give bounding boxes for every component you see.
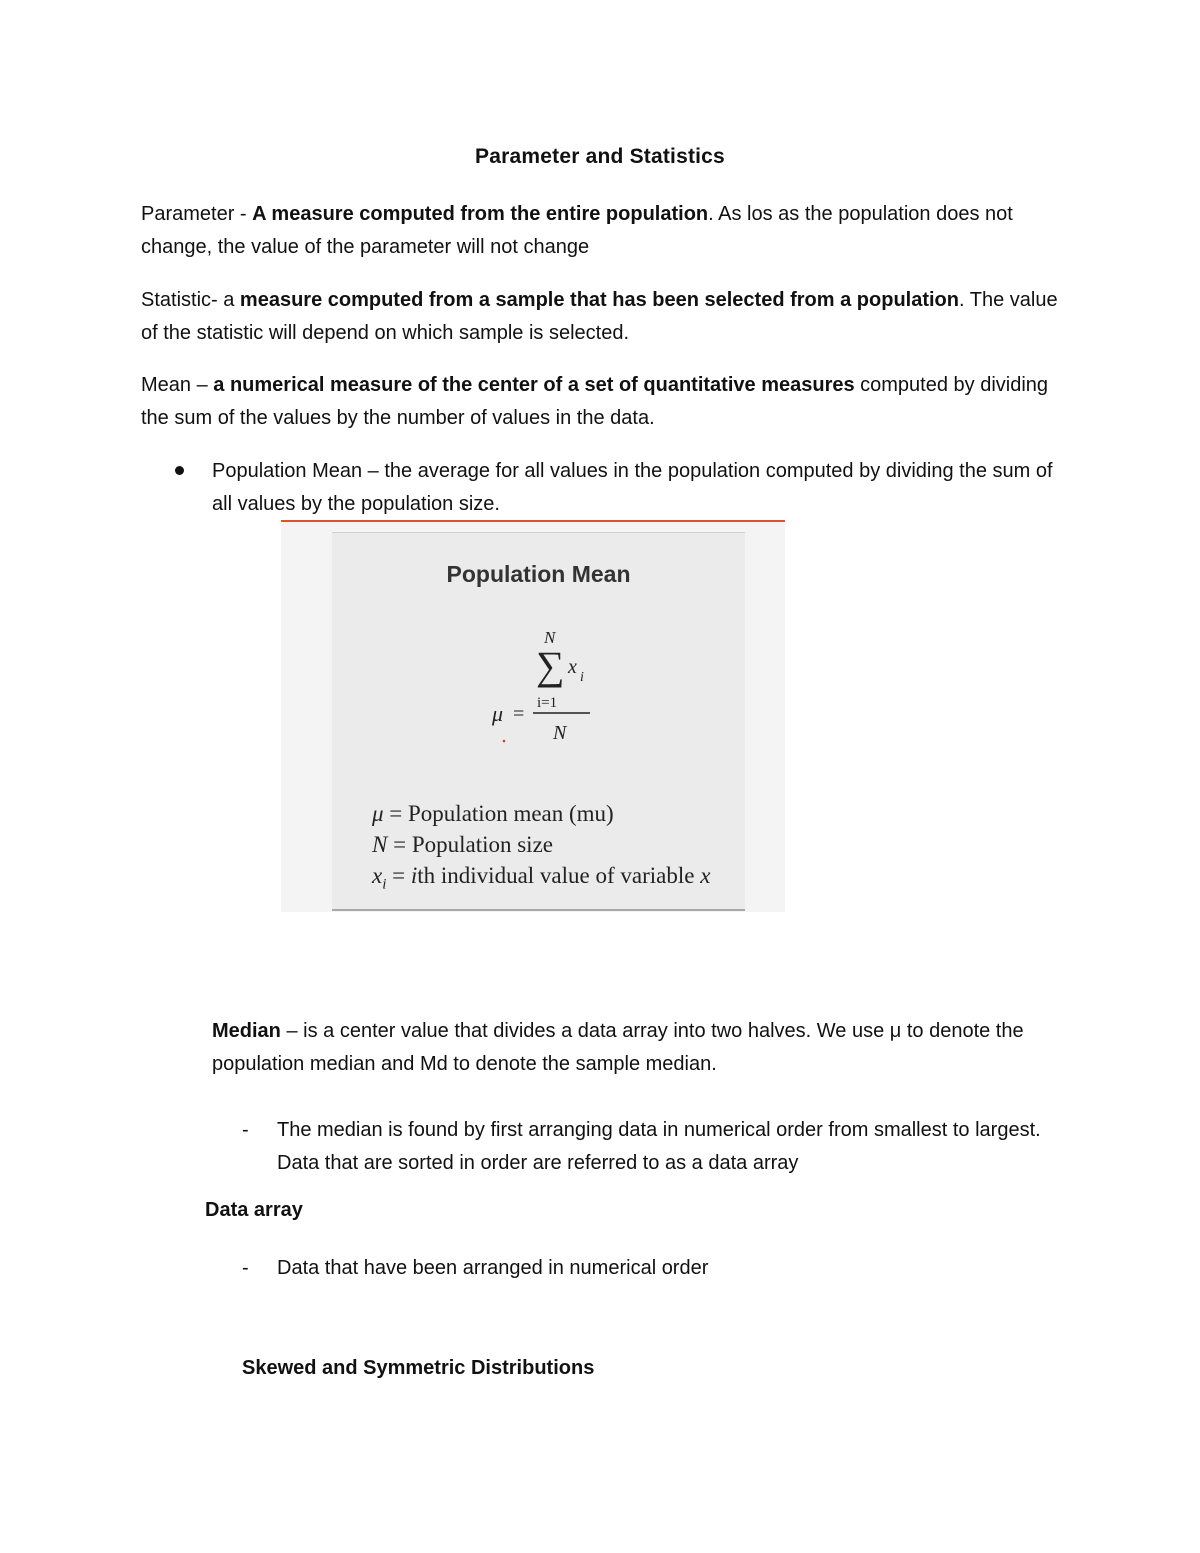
median-definition [212,1015,1092,1081]
bullet-icon [175,466,184,475]
legend-xi-eq: = [386,863,411,888]
statistic-bold-definition: measure computed from a sample that has been selected from a population [239,289,959,311]
data-array-dash: - [242,1257,249,1279]
legend-xi-sub: i [382,876,387,893]
figure-title: Population Mean [446,561,631,587]
skewed-symmetric-heading: Skewed and Symmetric Distributions [242,1357,595,1379]
data-array-heading: Data array [205,1199,303,1221]
mean-bold-definition: a numerical measure of the center of a set of quantitative measures [213,374,855,396]
red-dot-mark [503,740,506,743]
legend-xi-ith: i [410,863,418,888]
figure-top-rule [281,520,785,522]
population-mean-bullet: Population Mean – the average for all values in the population computed by dividing the sum of all values by the population size. [212,460,1053,515]
formula-denominator: N [553,722,567,744]
page-title: Parameter and Statistics [475,145,725,168]
median-note: The median is found by first arranging data in numerical order from smallest to largest. Data that are sorted in order are referred to as a data array [277,1119,1041,1174]
formula-sigma: ∑ [536,643,565,688]
figure-panel [332,532,745,911]
legend-n [372,832,553,858]
legend-xi-text: th individual value of variable [417,863,701,888]
formula-sum-upper: N [544,628,556,647]
mean-term: Mean – [141,374,214,396]
statistic-rest: . The value of the statistic will depend on which sample is selected. [141,289,1058,344]
legend-mu [372,801,614,827]
formula-sub-i: i [580,670,584,685]
legend-n-text: = Population size [387,832,553,857]
median-term: Median [212,1020,281,1042]
data-array-definition: Data that have been arranged in numerical order [277,1257,709,1279]
median-note-dash: - [242,1119,249,1141]
parameter-bold-definition: A measure computed from the entire population [252,203,709,225]
median-rest: – is a center value that divides a data array into two halves. We use μ to denote the population median and Md to denote the sample median. [212,1020,1024,1075]
formula-equals: = [513,703,525,725]
population-mean-figure [281,520,785,912]
parameter-term: Parameter - [141,203,253,225]
parameter-rest: . As los as the population does not change, the value of the parameter will not change [141,203,1013,258]
formula-mu: μ [492,701,504,726]
legend-xi-symbol: x [372,863,383,888]
legend-xi-var: x [700,863,711,888]
mean-rest: computed by dividing the sum of the values by the number of values in the data. [141,374,1049,429]
legend-xi [372,863,710,894]
formula-x: x [568,656,577,678]
statistic-term: Statistic- a [141,289,240,311]
legend-n-symbol: N [372,832,388,857]
mean-definition [141,369,1051,435]
legend-mu-symbol: μ [372,801,384,826]
formula-sum-lower: i=1 [537,695,558,711]
statistic-definition [141,284,1061,350]
parameter-definition [141,198,1041,264]
legend-mu-text: = Population mean (mu) [383,801,614,826]
